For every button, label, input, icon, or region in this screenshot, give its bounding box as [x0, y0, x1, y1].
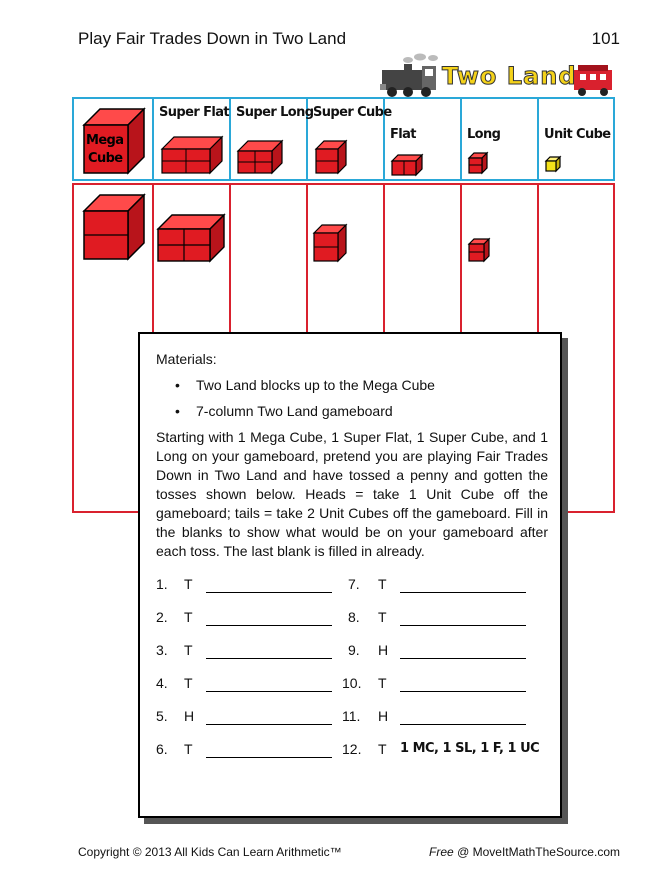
- answer-blank[interactable]: [206, 642, 332, 659]
- long-header-block: [467, 151, 489, 175]
- materials-title: Materials:: [156, 351, 217, 367]
- header-unit-cube: Unit Cube: [544, 127, 611, 142]
- mega-cube-block: [80, 191, 148, 263]
- two-land-logo: [378, 52, 614, 98]
- gameboard-header-row: [72, 97, 615, 181]
- super-flat-block: [156, 213, 226, 263]
- free-label: Free: [429, 845, 454, 859]
- logo-text: Two Land: [442, 62, 577, 90]
- answer-blank[interactable]: [400, 675, 526, 692]
- page-number: 101: [591, 29, 620, 48]
- super-long-header-block: [236, 139, 284, 175]
- instructions-text: Starting with 1 Mega Cube, 1 Super Flat, 1 Super Cube, and 1 Long on your gameboard, pretend you are playing Fair Trades Down in Two Land and have tossed a penny and gotten the tosses shown below. Heads = take 1 Unit Cube off the gameboard; tails = take 2 Unit Cubes off the gameboard. Fill in the blanks to show what would be on your gameboard after each toss. The last blank is filled in already.: [156, 429, 548, 559]
- header-super-flat: Super Flat: [159, 105, 230, 120]
- list-item: • Two Land blocks up to the Mega Cube: [175, 377, 435, 393]
- header-mega-line2: Cube: [88, 151, 123, 166]
- super-cube-header-block: [314, 139, 348, 175]
- answer-blank[interactable]: [206, 708, 332, 725]
- long-block: [467, 237, 491, 263]
- answer-blank[interactable]: [206, 675, 332, 692]
- super-flat-header-block: [160, 135, 224, 175]
- answer-blank[interactable]: [206, 576, 332, 593]
- answer-blank[interactable]: [400, 708, 526, 725]
- footer-site: [429, 845, 620, 859]
- page-title: Play Fair Trades Down in Two Land: [78, 29, 347, 48]
- header-long: Long: [467, 127, 501, 142]
- header-super-long: Super Long: [236, 105, 314, 120]
- header-flat: Flat: [390, 127, 416, 142]
- header-mega-line1: Mega: [86, 133, 124, 148]
- answer-blank[interactable]: [206, 741, 332, 758]
- filled-answer: 1 MC, 1 SL, 1 F, 1 UC: [400, 741, 540, 756]
- answer-blank[interactable]: [400, 609, 526, 626]
- site-link[interactable]: @ MoveItMathTheSource.com: [457, 845, 620, 859]
- super-cube-block: [312, 223, 348, 263]
- instructions-panel: Materials: • Two Land blocks up to the Mega Cube • 7-column Two Land gameboard Starting with 1 Mega Cube, 1 Super Flat, 1 Super Cube, and 1 Long on your gameboard, pretend you are playing Fair Trades Down in Two Land and have tossed a penny and gotten the tosses shown below. Heads = take 1 Unit Cube off the gameboard; tails = take 2 Unit Cubes off the gameboard. Fill in the blanks to show what would be on your gameboard after each toss. The last blank is filled in already. 1. T 2. T 3. T 4. T 5. H 6. T 7. T 8. T 9. H 10. T 11. H 12. T 1 MC, 1 SL, 1 F, 1 UC: [138, 332, 562, 818]
- answer-blank[interactable]: [400, 576, 526, 593]
- flat-header-block: [390, 153, 424, 177]
- list-item: • 7-column Two Land gameboard: [175, 403, 393, 419]
- unit-cube-header-block: [544, 155, 562, 173]
- materials-list: [156, 376, 548, 421]
- answer-blank[interactable]: [206, 609, 332, 626]
- copyright-text: Copyright © 2013 All Kids Can Learn Arithmetic™: [78, 845, 342, 859]
- answer-blank[interactable]: [400, 642, 526, 659]
- header-super-cube: Super Cube: [313, 105, 392, 120]
